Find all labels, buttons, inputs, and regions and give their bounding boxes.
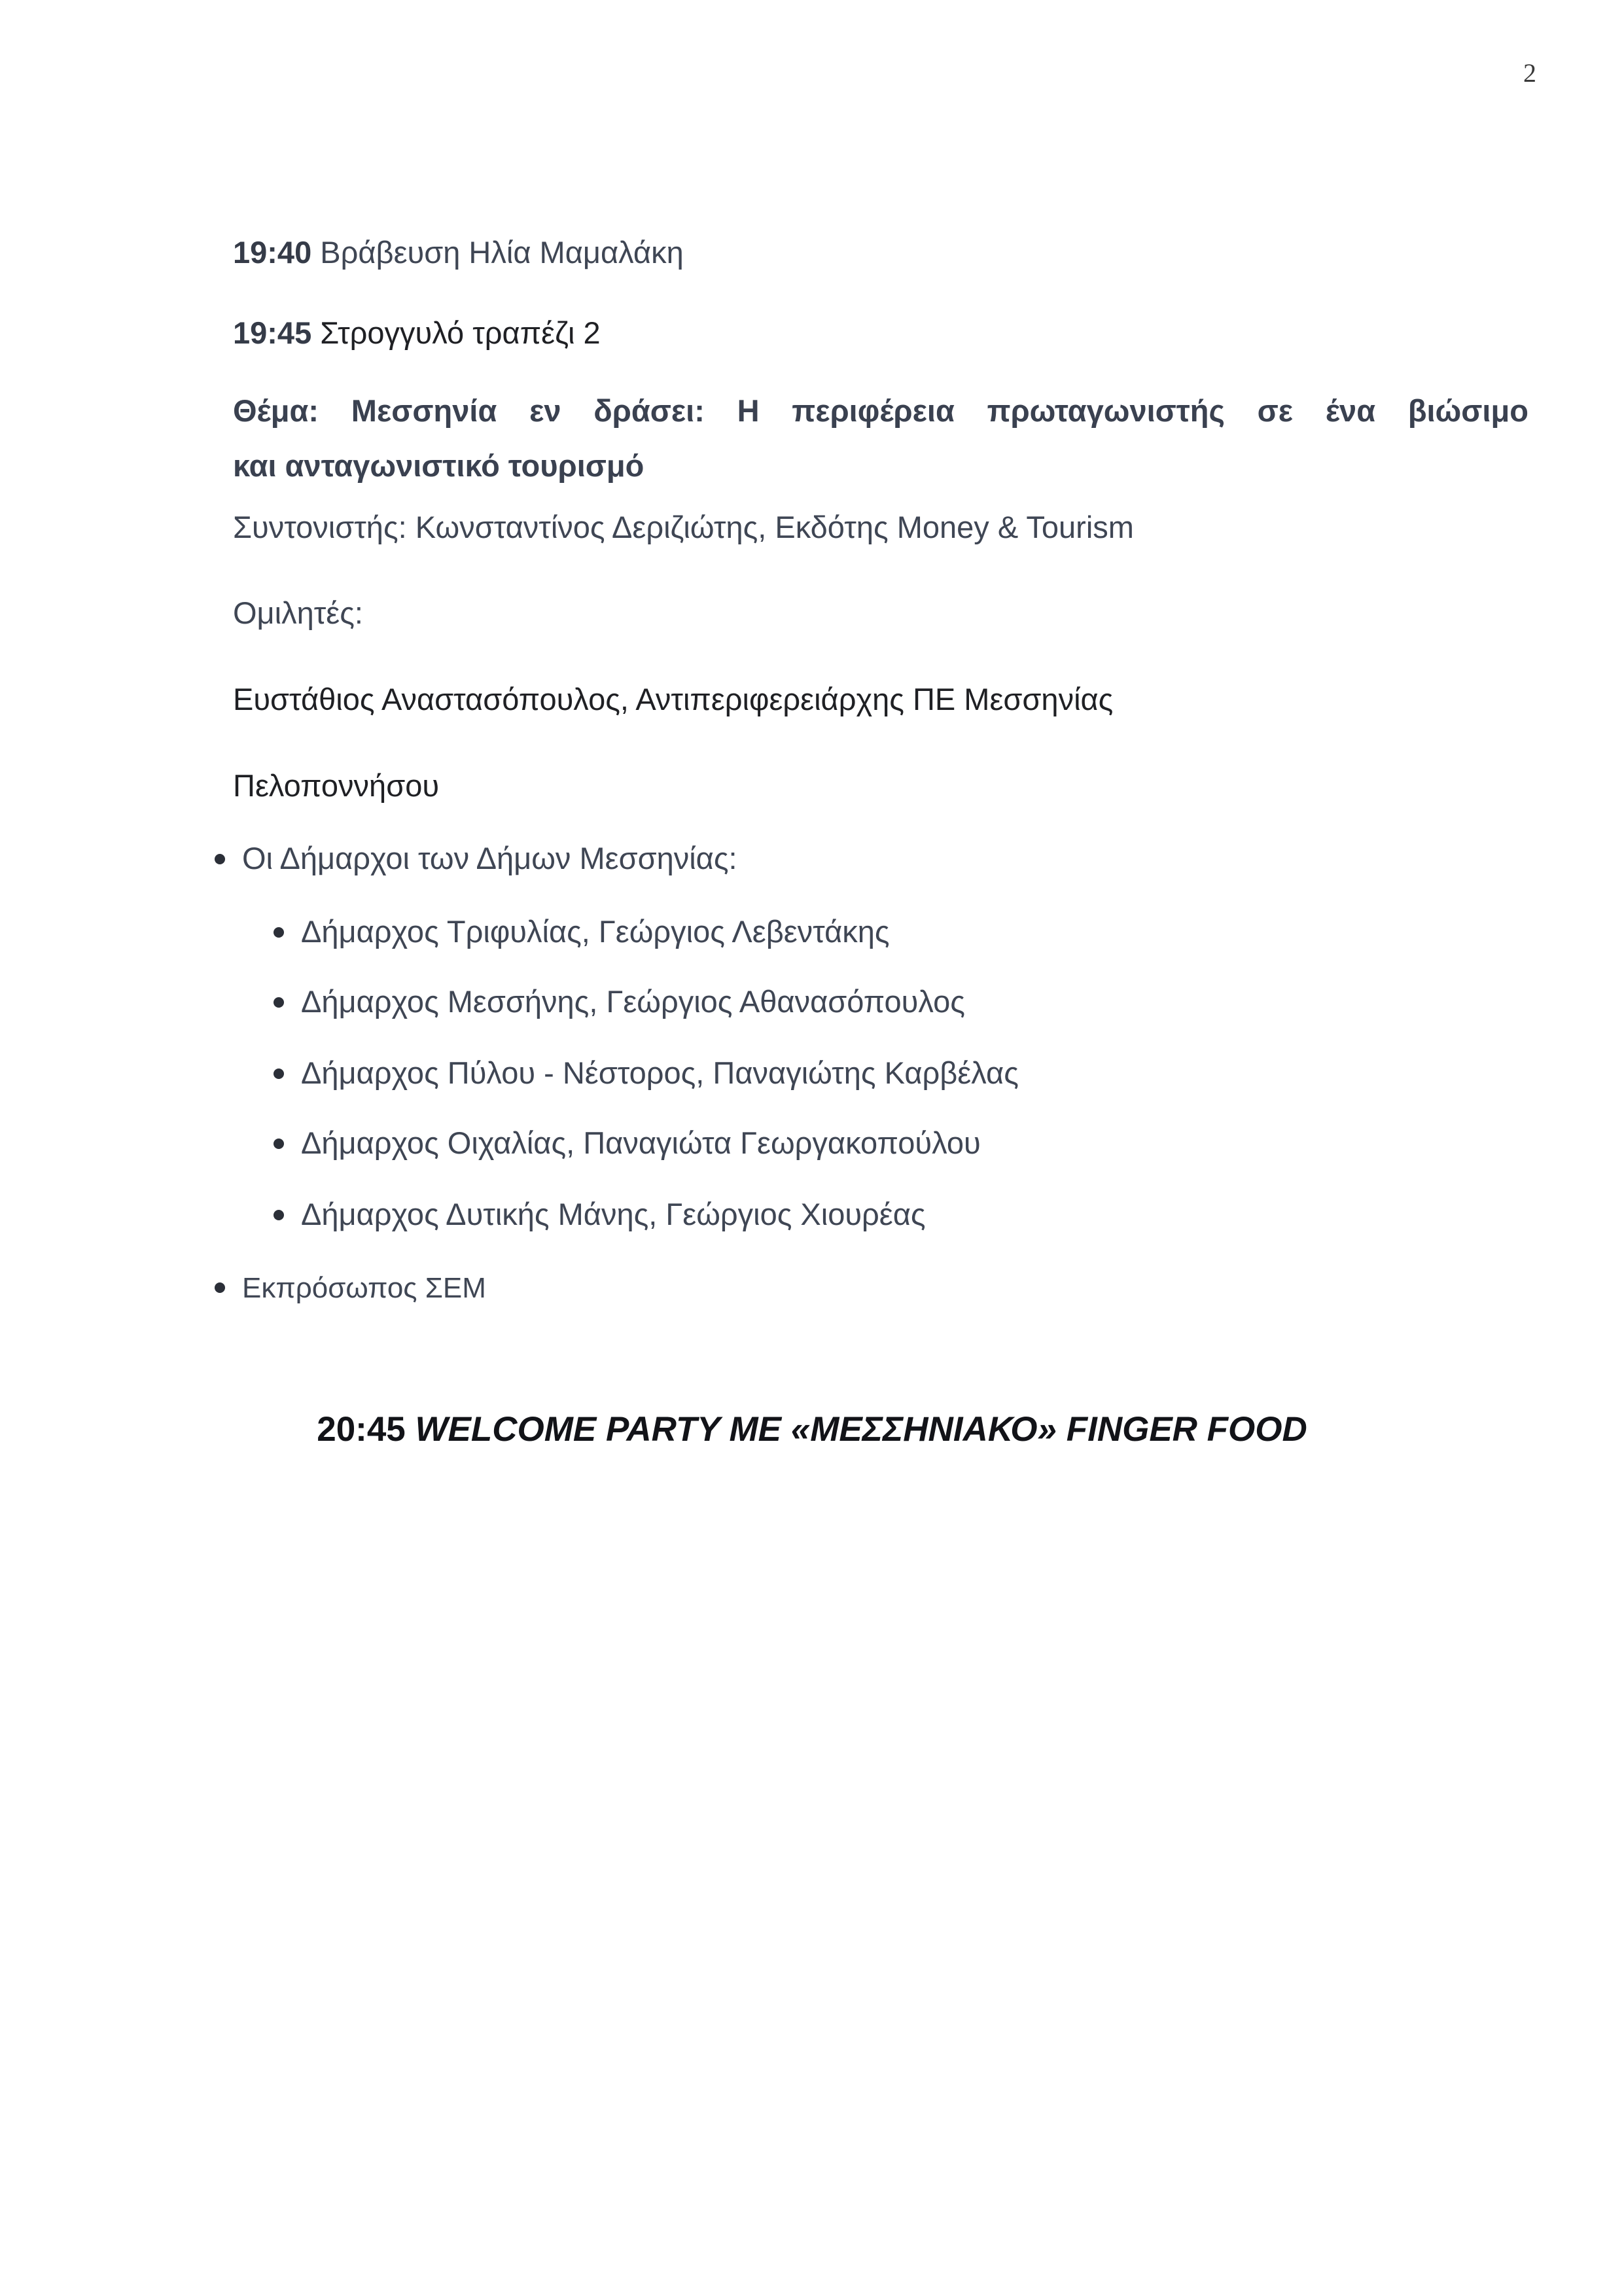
speaker-vice-governor-cont: Πελοποννήσου: [233, 768, 440, 803]
agenda-time: 19:40: [233, 235, 312, 270]
theme-line-2: και ανταγωνιστικό τουρισμό: [233, 448, 644, 483]
theme-word: εν: [529, 393, 561, 428]
sem-representative: [215, 1271, 486, 1306]
sem-representative-text: Εκπρόσωπος ΣΕΜ: [242, 1272, 486, 1304]
mayors-heading-text: Οι Δήμαρχοι των Δήμων Μεσσηνίας:: [242, 841, 737, 875]
roundtable-theme: [233, 383, 1528, 493]
mayor-text: Δήμαρχος Πύλου - Νέστορος, Παναγιώτης Καρβέλας: [301, 1055, 1019, 1090]
mayor-text: Δήμαρχος Τριφυλίας, Γεώργιος Λεβεντάκης: [301, 914, 890, 949]
theme-word: περιφέρεια: [792, 393, 955, 428]
theme-word: σε: [1257, 393, 1294, 428]
coordinator: Συντονιστής: Κωνσταντίνος Δεριζιώτης, Εκδότης Money & Tourism: [233, 510, 1134, 544]
theme-word: βιώσιμο: [1407, 393, 1528, 428]
bullet-icon: [215, 1282, 225, 1293]
agenda-text: Στρογγυλό τραπέζι 2: [320, 315, 601, 350]
speaker-vice-governor: Ευστάθιος Αναστασόπουλος, Αντιπεριφερειάρχης ΠΕ Μεσσηνίας: [233, 682, 1114, 716]
bullet-icon: [274, 1069, 284, 1079]
bullet-icon: [215, 854, 225, 864]
mayors-heading: [215, 840, 737, 877]
theme-word: πρωταγωνιστής: [987, 393, 1225, 428]
bullet-icon: [274, 927, 284, 938]
theme-word: δράσει:: [593, 393, 705, 428]
bullet-icon: [274, 1139, 284, 1149]
theme-word: Μεσσηνία: [351, 393, 497, 428]
mayor-item: [274, 983, 965, 1020]
speakers-label: Ομιλητές:: [233, 595, 363, 630]
mayor-text: Δήμαρχος Οιχαλίας, Παναγιώτα Γεωργακοπούλου: [301, 1125, 981, 1160]
mayor-item: [274, 1196, 926, 1233]
mayor-item: [274, 1125, 981, 1161]
agenda-time: 19:45: [233, 315, 312, 350]
theme-word: Θέμα:: [233, 393, 319, 428]
agenda-item-roundtable: [233, 315, 601, 351]
agenda-text: Βράβευση Ηλία Μαμαλάκη: [320, 235, 684, 270]
party-text: WELCOME PARTY ΜΕ «ΜΕΣΣΗΝΙΑΚΟ» FINGER FOOD: [415, 1410, 1307, 1449]
theme-word: Η: [737, 393, 760, 428]
theme-line-1: [233, 383, 1528, 438]
agenda-item-award: [233, 234, 684, 271]
mayor-text: Δήμαρχος Δυτικής Μάνης, Γεώργιος Χιουρέας: [301, 1197, 926, 1231]
mayor-item: [274, 913, 890, 950]
welcome-party: [0, 1409, 1624, 1449]
party-time: 20:45: [317, 1410, 406, 1449]
theme-word: ένα: [1325, 393, 1376, 428]
mayor-text: Δήμαρχος Μεσσήνης, Γεώργιος Αθανασόπουλος: [301, 984, 965, 1019]
mayor-item: [274, 1055, 1019, 1091]
page-number: 2: [1523, 58, 1536, 88]
bullet-icon: [274, 1210, 284, 1220]
bullet-icon: [274, 997, 284, 1008]
